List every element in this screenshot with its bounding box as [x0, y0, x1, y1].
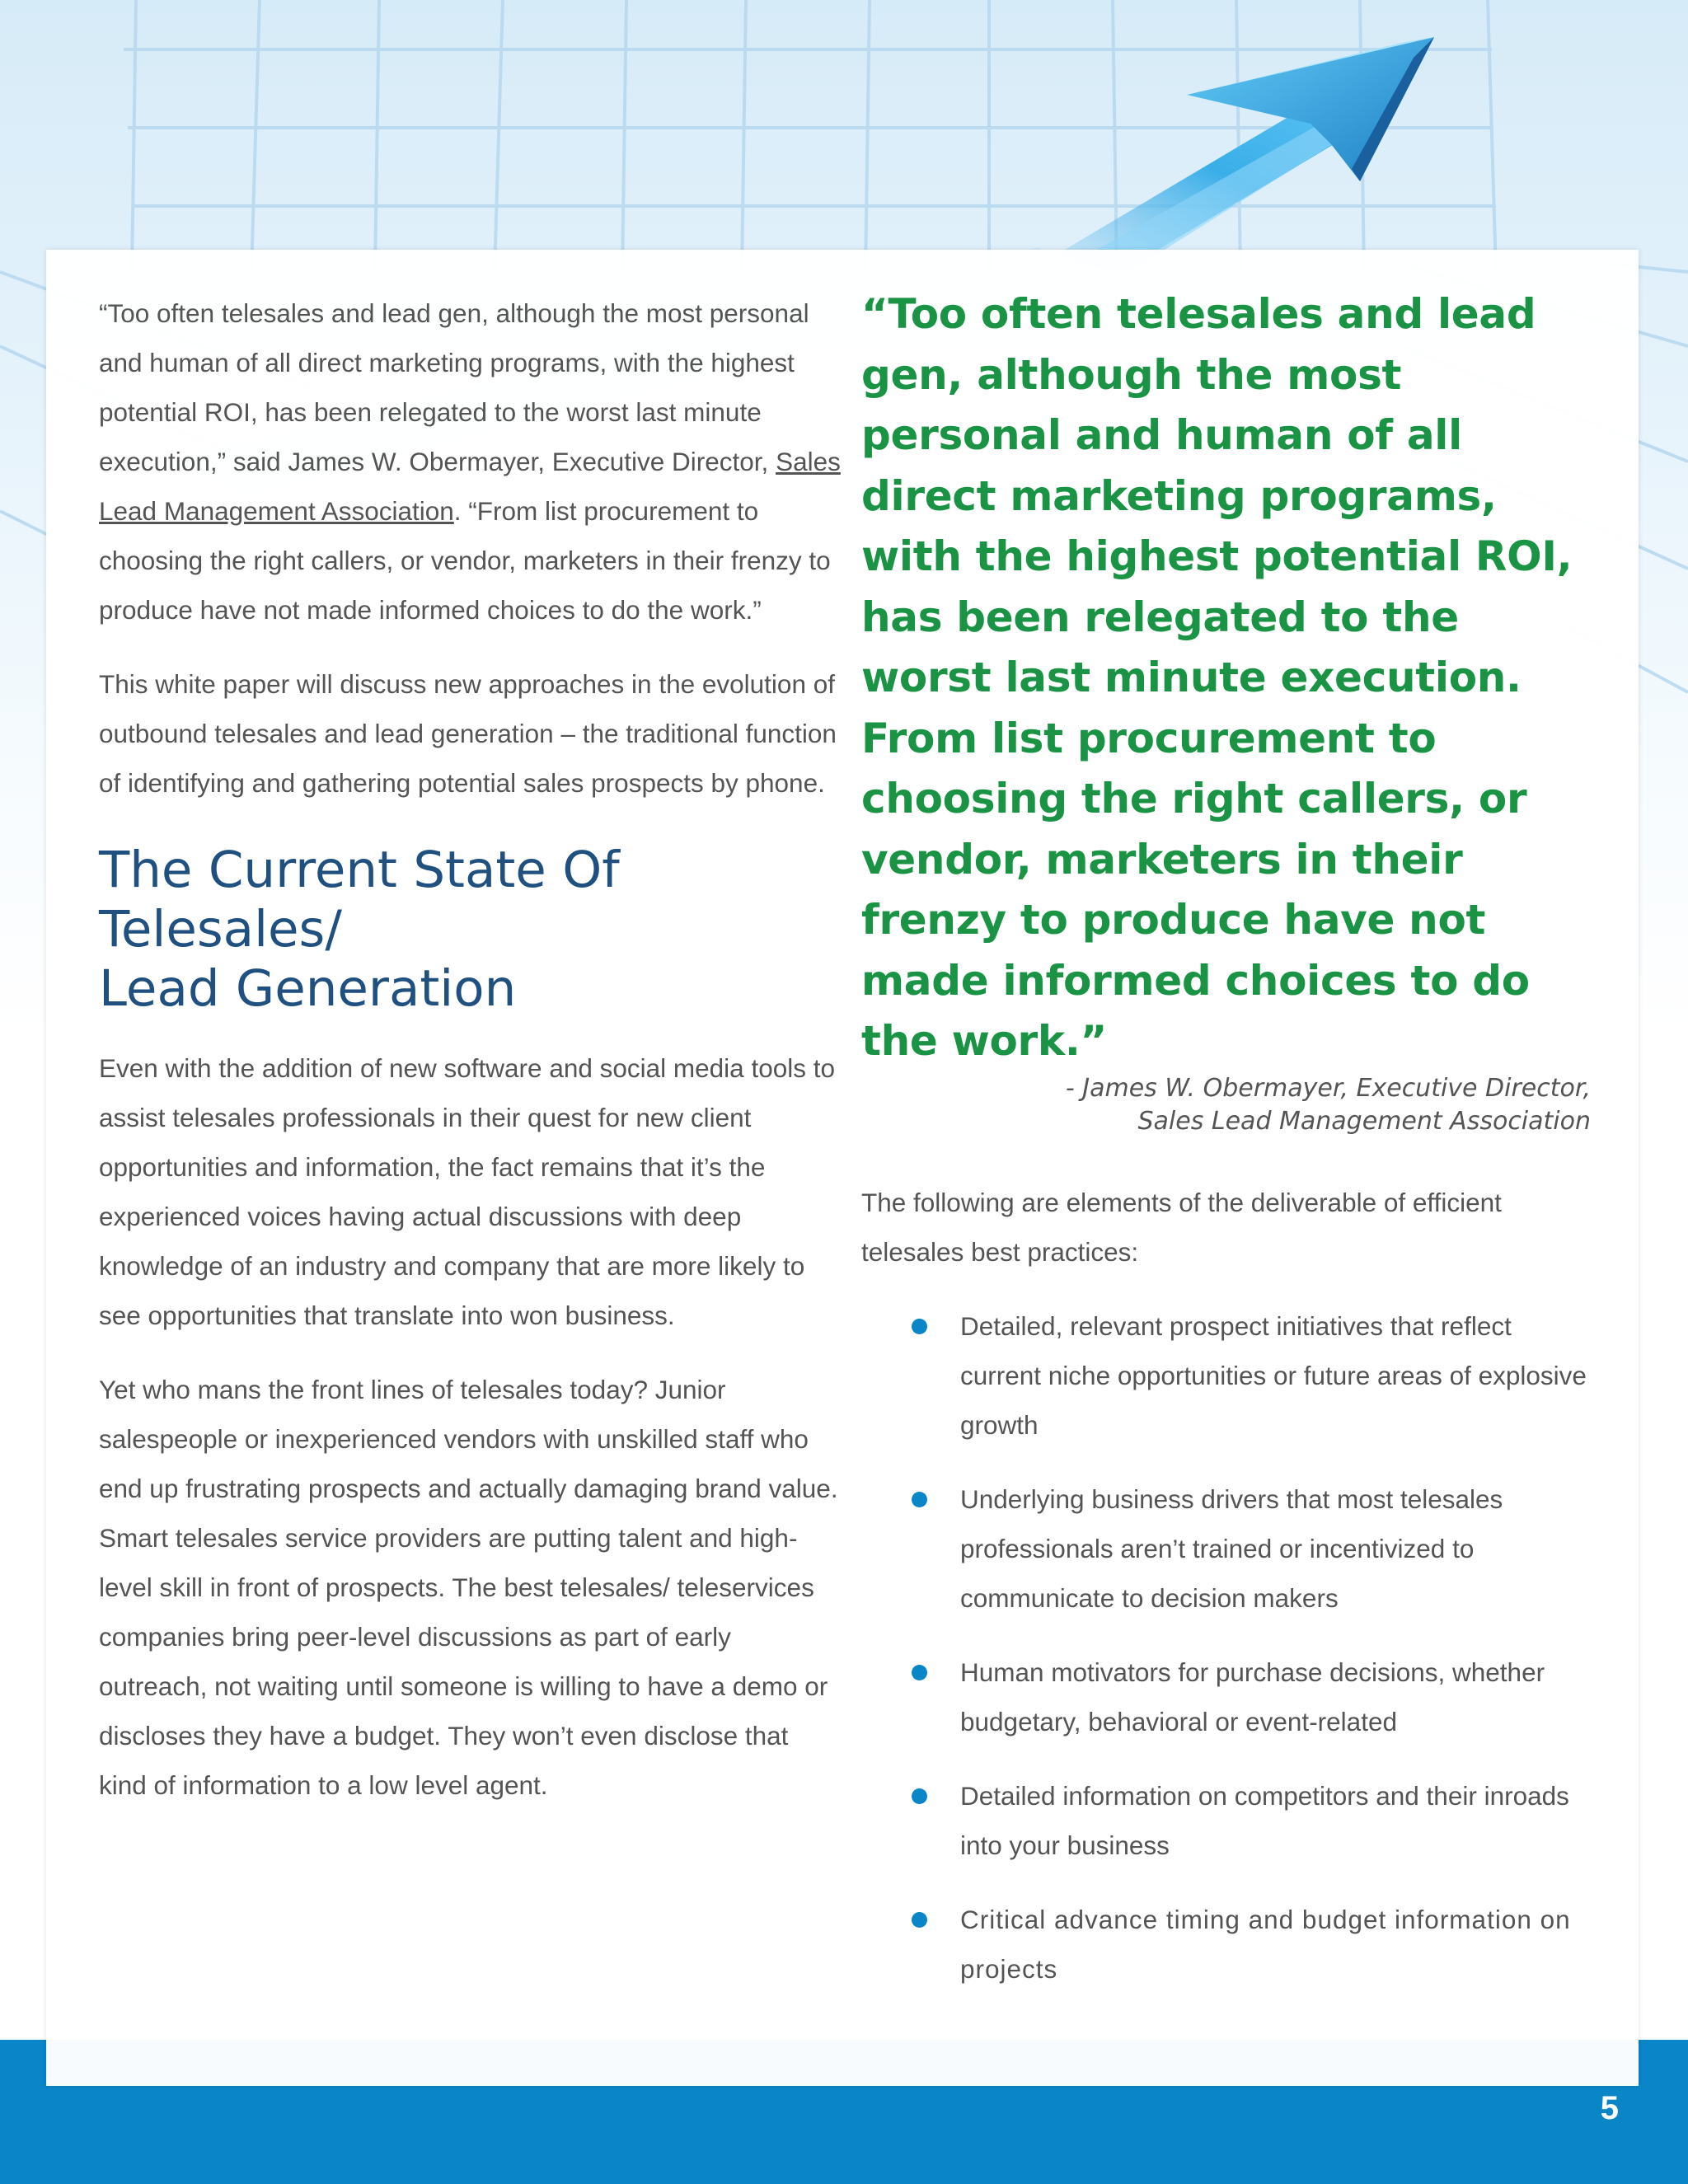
list-item-text: Critical advance timing and budget information on projects [960, 1904, 1571, 1984]
bullet-dot-icon [912, 1788, 927, 1804]
section-heading-line2: Lead Generation [99, 959, 517, 1018]
section-paragraph-2: Yet who mans the front lines of telesales today? Junior salespeople or inexperienced vendors with unskilled staff who end up frustrating prospects and actually damaging brand value. Smart telesales service providers are putting talent and high-level skill in front of prospects. The best telesales/ teleservices companies bring peer-level discussions as part of early outreach, not waiting until someone is willing to have a demo or discloses they have a budget. They won’t even disclose that kind of information to a low level agent. [99, 1375, 838, 1800]
list-item-text: Underlying business drivers that most telesales professionals aren’t trained or incentivized to communicate to decision makers [960, 1483, 1503, 1613]
list-item-text: Human motivators for purchase decisions, whether budgetary, behavioral or event-related [960, 1657, 1545, 1736]
list-item-text: Detailed, relevant prospect initiatives that reflect current niche opportunities or future areas of explosive growth [960, 1310, 1587, 1440]
section-heading [99, 841, 841, 1019]
section-paragraph-1: Even with the addition of new software and social media tools to assist telesales professionals in their quest for new client opportunities and information, the fact remains that it’s the experienced voices having actual discussions with deep knowledge of an industry and company that are more likely to see opportunities that translate into won business. [99, 1053, 836, 1330]
attribution-line2: Sales Lead Management Association [1137, 1106, 1591, 1136]
best-practices-list [861, 1301, 1591, 1994]
quote-attribution [861, 1072, 1591, 1138]
right-column [861, 284, 1591, 2018]
list-item [861, 1647, 1591, 1746]
intro-quote-text-end: . “From list procurement to choosing the right callers, or vendor, marketers in their frenzy to produce have not made informed choices to do the work.” [99, 496, 831, 625]
list-item-text: Detailed information on competitors and their inroads into your business [960, 1780, 1569, 1860]
list-item [861, 1474, 1591, 1623]
section-heading-line1: The Current State Of Telesales/ [99, 841, 620, 958]
list-item [861, 1895, 1591, 1994]
intro-paragraph: This white paper will discuss new approaches in the evolution of outbound telesales and lead generation – the traditional function of identifying and gathering potential sales prospects by phone. [99, 669, 837, 798]
list-intro: The following are elements of the deliverable of efficient telesales best practices: [861, 1187, 1502, 1267]
bullet-dot-icon [912, 1319, 927, 1334]
list-item [861, 1771, 1591, 1870]
bullet-dot-icon [912, 1912, 927, 1928]
bullet-dot-icon [912, 1665, 927, 1680]
intro-quote-text: “Too often telesales and lead gen, although the most personal and human of all direct marketing programs, with the highest potential ROI, has been relegated to the worst last minute execution,” said James W. Obermayer, Executive Director, [99, 298, 809, 476]
list-item [861, 1301, 1591, 1450]
page-number: 5 [1600, 2090, 1619, 2126]
left-column [99, 288, 841, 1810]
attribution-line1: - James W. Obermayer, Executive Director, [1065, 1073, 1591, 1103]
intro-quote-paragraph [99, 288, 841, 635]
pull-quote: “Too often telesales and lead gen, although the most personal and human of all direct marketing programs, with the highest potential ROI, has been relegated to the worst last minute execution. From list procurement to choosing the right callers, or vendor, marketers in their frenzy to produce have not made informed choices to do the work.” [861, 290, 1573, 1065]
slma-link[interactable]: Sales Lead Management Association [99, 447, 841, 526]
bullet-dot-icon [912, 1492, 927, 1507]
